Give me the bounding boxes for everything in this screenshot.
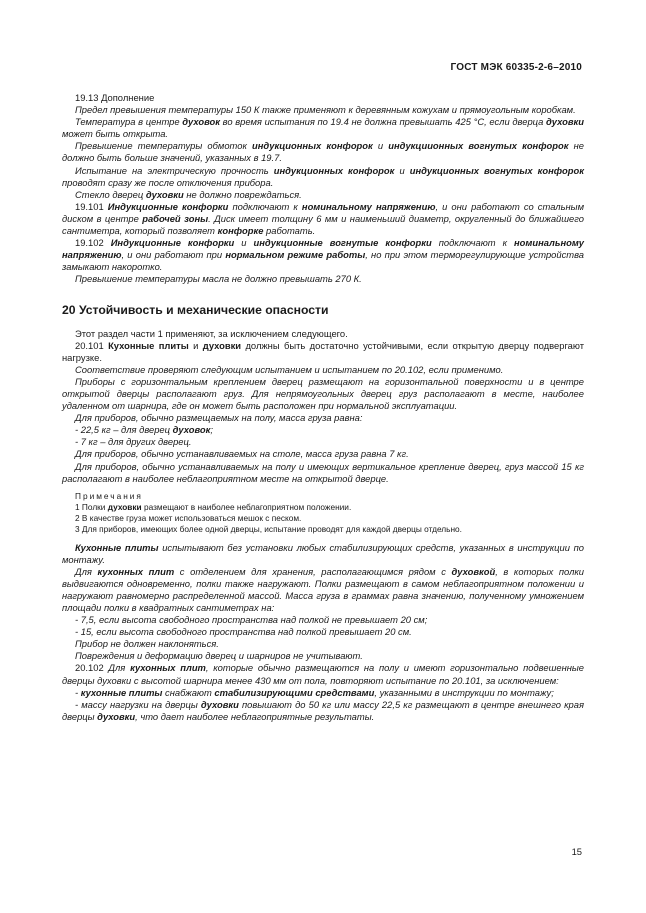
clause-20-101: 20.101 Кухонные плиты и духовки должны быть достаточно устойчивыми, если открытую дверцу подвергают нагрузке. [62,339,584,363]
paragraph: Для приборов, обычно устанавливаемых на столе, масса груза равна 7 кг. [75,448,409,460]
notes-block [62,491,584,536]
list-item: - 7 кг – для других дверец. [75,436,192,448]
paragraph: Стекло дверец духовки не должно повреждаться. [75,188,302,200]
paragraph: Для кухонных плит с отделением для хранения, располагающимся рядом с духовкой, в которых полки выдвигаются одновременно, полки также нагружают. Полки размещают в самом неблагоприятном положении и нагружают равномерно распределенной массой. Масса груза в граммах равна значению, полученному умножением площади полки в квадратных сантиметрах на: [62,565,584,613]
list-item: - кухонные плиты снабжают стабилизирующими средствами, указанными в инструкции по монтажу; [75,686,554,698]
note-item: 3 Для приборов, имеющих более одной дверцы, испытание проводят для каждой дверцы отдельно. [75,524,462,535]
paragraph: Для приборов, обычно устанавливаемых на полу и имеющих вертикальное крепление дверец, груз массой 15 кг располагают в наиболее неблагоприятном месте на открытой дверце. [62,460,584,484]
paragraph: Этот раздел части 1 применяют, за исключением следующего. [75,327,348,339]
clause-19-101: 19.101 Индукционные конфорки подключают к номинальному напряжению, и они работают со стальным диском в центре рабочей зоны. Диск имеет толщину 6 мм и наименьший диаметр, округленный до ближайшего сантиметра, который позволяет конфорке работать. [62,200,585,237]
list-item: - 15, если высота свободного пространства над полкой превышает 20 см. [75,626,412,638]
paragraph: Повреждения и деформацию дверец и шарниров не учитывают. [75,650,363,662]
paragraph: Превышение температуры обмоток индукционных конфорок и индукциионных вогнутых конфорок не должно быть больше значений, указанных в 19.7. [62,140,584,164]
standard-header: ГОСТ МЭК 60335-2-6–2010 [450,62,582,73]
page-number: 15 [571,846,582,857]
paragraph: Приборы с горизонтальным креплением дверец размещают на горизонтальной поверхности и в центре открытой дверцы располагают груз. Для непрямоугольных дверец груз располагают в месте, наиболее удаленном от шарнира, где он может быть расположен при нормальной эксплуатации. [62,375,584,412]
clause-19-13-heading: 19.13 Дополнение [75,92,155,103]
list-item: - 22,5 кг – для дверец духовок; [75,424,213,436]
list-item: - массу нагрузки на дверцы духовки повышают до 50 кг или массу 22,5 кг размещают в центре внешнего края дверцы духовки, что дает наиболее неблагоприятные результаты. [62,698,584,722]
clause-19-102: 19.102 Индукционные конфорки и индукционные вогнутые конфорки подключают к номинальному напряжению, и они работают при нормальном режиме работы, но при этом терморегулирующие устройства замыкают накоротко. [62,237,584,273]
document-body [62,92,584,723]
paragraph: Испытание на электрическую прочность индукционных конфорок и индукционных вогнутых конфорок проводят сразу же после отключения прибора. [62,164,584,188]
paragraph: Кухонные плиты испытывают без установки любых стабилизирующих средств, указанных в инструкции по монтажу. [62,541,585,565]
clause-20-102: 20.102 Для кухонных плит, которые обычно размещаются на полу и имеют горизонтально подвешенные дверцы духовки с высотой шарнира менее 430 мм от пола, повторяют испытание по 20.101, за исключением: [62,662,584,686]
paragraph: Для приборов, обычно размещаемых на полу, масса груза равна: [75,412,363,424]
note-item: 1 Полки духовки размещают в наиболее неблагоприятном положении. [75,501,352,512]
section-20-heading: 20 Устойчивость и механические опасности [62,302,329,317]
paragraph: Превышение температуры масла не должно превышать 270 К. [75,273,362,285]
paragraph: Прибор не должен наклоняться. [75,638,219,650]
list-item: - 7,5, если высота свободного пространства над полкой не превышает 20 см; [75,614,428,626]
paragraph: Предел превышения температуры 150 К также применяют к деревянным кожухам и прямоугольным коробкам. [75,104,576,116]
notes-heading: Примечания [75,490,143,501]
note-item: 2 В качестве груза может использоваться мешок с песком. [75,513,302,524]
paragraph: Температура в центре духовок во время испытания по 19.4 не должна превышать 425 °С, если дверца духовки может быть открыта. [62,116,584,140]
paragraph: Соответствие проверяют следующим испытанием и испытанием по 20.102, если применимо. [75,363,504,375]
